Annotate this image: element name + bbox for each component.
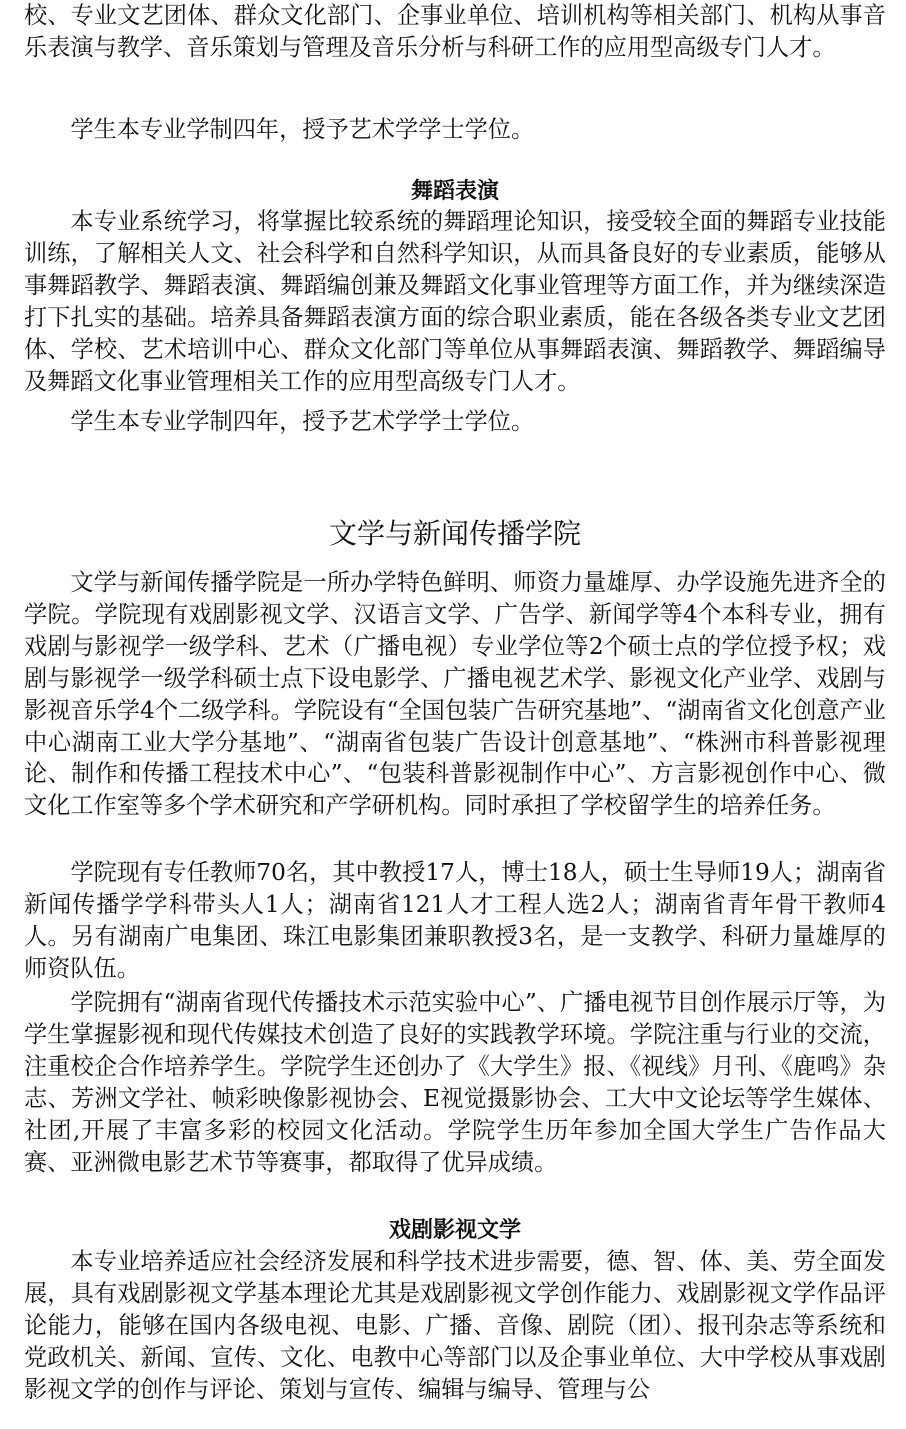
college-faculty-paragraph: 学院现有专任教师70名，其中教授17人，博士18人，硕士生导师19人；湖南省新闻传播学学科带头人1人；湖南省121人才工程人选2人；湖南省青年骨干教师4人。另有湖南广电集团、珠江电影集团兼职教授3名，是一支教学、科研力量雄厚的师资队伍。 [24, 859, 886, 982]
dance-description-paragraph: 本专业系统学习，将掌握比较系统的舞蹈理论知识，接受较全面的舞蹈专业技能训练，了解相关人文、社会科学和自然科学知识，从而具备良好的专业素质，能够从事舞蹈教学、舞蹈表演、舞蹈编创兼及舞蹈文化事业管理等方面工作，并为继续深造打下扎实的基础。培养具备舞蹈表演方面的综合职业素质，能在各级各类专业文艺团体、学校、艺术培训中心、群众文化部门等单位从事舞蹈表演、舞蹈教学、舞蹈编导及舞蹈文化事业管理相关工作的应用型高级专门人才。 [24, 208, 886, 395]
college-facilities-paragraph: 学院拥有“湖南省现代传播技术示范实验中心”、广播电视节目创作展示厅等，为学生掌握影视和现代传媒技术创造了良好的实践教学环境。学院注重与行业的交流，注重校企合作培养学生。学院学生还创办了《大学生》报、《视线》月刊、《鹿鸣》杂志、芳洲文学社、帧彩映像影视协会、E视觉摄影协会、工大中文论坛等学生媒体、社团,开展了丰富多彩的校园文化活动。学院学生历年参加全国大学生广告作品大赛、亚洲微电影艺术节等赛事，都取得了优异成绩。 [24, 989, 886, 1176]
drama-description-paragraph: 本专业培养适应社会经济发展和科学技术进步需要，德、智、体、美、劳全面发展，具有戏剧影视文学基本理论尤其是戏剧影视文学创作能力、戏剧影视文学作品评论能力，能够在国内各级电视、电影、广播、音像、剧院（团）、报刊杂志等系统和党政机关、新闻、宣传、文化、电教中心等部门以及企事业单位、大中学校从事戏剧影视文学的创作与评论、策划与宣传、编辑与编导、管理与公 [24, 1248, 886, 1403]
music-career-paragraph: 校、专业文艺团体、群众文化部门、企事业单位、培训机构等相关部门、机构从事音乐表演与教学、音乐策划与管理及音乐分析与科研工作的应用型高级专门人才。 [24, 2, 886, 61]
drama-film-literature-heading: 戏剧影视文学 [388, 1218, 521, 1243]
college-intro-paragraph: 文学与新闻传播学院是一所办学特色鲜明、师资力量雄厚、办学设施先进齐全的学院。学院现有戏剧影视文学、汉语言文学、广告学、新闻学等4个本科专业，拥有戏剧与影视学一级学科、艺术（广播电视）专业学位等2个硕士点的学位授予权；戏剧与影视学一级学科硕士点下设电影学、广播电视艺术学、影视文化产业学、戏剧与影视音乐学4个二级学科。学院设有“全国包装广告研究基地”、“湖南省文化创意产业中心湖南工业大学分基地”、“湖南省包装广告设计创意基地”、“株洲市科普影视理论、制作和传播工程技术中心”、“包装科普影视制作中心”、方言影视创作中心、微文化工作室等多个学术研究和产学研机构。同时承担了学校留学生的培养任务。 [24, 569, 886, 820]
dance-performance-heading: 舞蹈表演 [410, 179, 499, 204]
dance-degree-paragraph: 学生本专业学制四年，授予艺术学学士学位。 [70, 408, 535, 435]
music-degree-paragraph: 学生本专业学制四年，授予艺术学学士学位。 [70, 116, 535, 143]
college-heading: 文学与新闻传播学院 [328, 517, 581, 550]
